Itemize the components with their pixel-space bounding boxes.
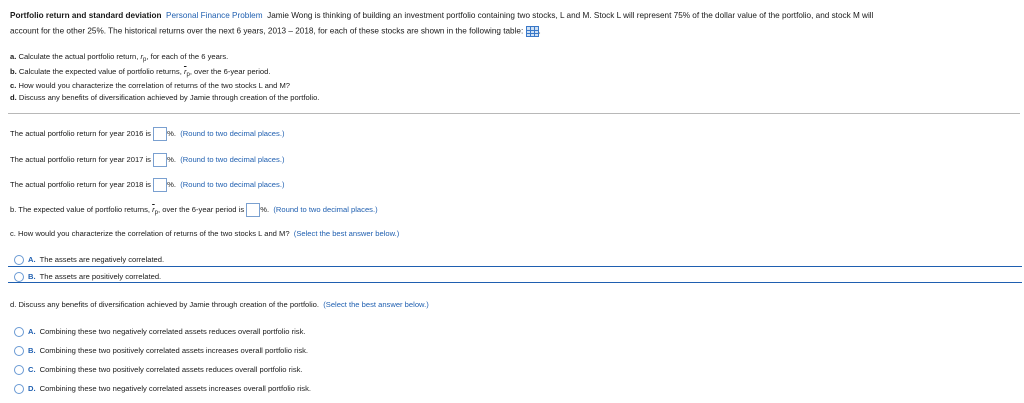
option-letter: A. [28, 255, 36, 264]
question-d-option-b[interactable] [14, 346, 308, 356]
question-d-option-c[interactable] [14, 365, 303, 375]
answer-b-label: b. The expected value of portfolio returns, [10, 205, 151, 214]
radio-button-icon[interactable] [14, 346, 24, 356]
answer-2017-row [10, 153, 284, 167]
answer-2016-row [10, 127, 284, 141]
problem-statement-line1: Jamie Wong is thinking of building an investment portfolio containing two stocks, L and M. Stock L will represent 75% of the dollar value of the portfolio, and stock M will [267, 11, 874, 20]
percent-sign: %. [260, 205, 270, 214]
option-letter: B. [28, 272, 36, 281]
round-hint: (Round to two decimal places.) [180, 180, 285, 189]
option-letter: C. [28, 365, 36, 374]
answer-2018-row [10, 178, 284, 192]
task-a-text: Calculate the actual portfolio return, [18, 52, 139, 61]
problem-header [10, 11, 873, 20]
answer-2017-label: The actual portfolio return for year 2017 is [10, 155, 151, 164]
task-b-text-post: , over the 6-year period. [189, 67, 271, 76]
question-d [10, 300, 429, 309]
r-bar-symbol: $\overline{r}$ [152, 205, 155, 214]
option-text: Combining these two positively correlated assets reduces overall portfolio risk. [39, 365, 303, 374]
question-c-text: c. How would you characterize the correlation of returns of the two stocks L and M? [10, 229, 290, 238]
question-c [10, 229, 399, 238]
answer-b-label-post: , over the 6-year period is [158, 205, 245, 214]
option-text: The assets are positively correlated. [39, 272, 162, 281]
radio-button-icon[interactable] [14, 327, 24, 337]
task-a-label: a. [10, 52, 17, 61]
percent-sign: %. [167, 180, 176, 189]
question-d-option-d[interactable] [14, 384, 311, 394]
question-d-hint: (Select the best answer below.) [323, 300, 429, 309]
task-b-text: Calculate the expected value of portfolio returns, [18, 67, 182, 76]
radio-button-icon[interactable] [14, 255, 24, 265]
radio-button-icon[interactable] [14, 272, 24, 282]
problem-title: Portfolio return and standard deviation [10, 11, 162, 20]
task-b [10, 67, 270, 78]
problem-statement-line2: account for the other 25%. The historical returns over the next 6 years, 2013 – 2018, for each of these stocks are shown in the following table: [10, 26, 524, 36]
option-letter: D. [28, 384, 36, 393]
task-c [10, 81, 290, 90]
percent-sign: %. [167, 155, 176, 164]
option-text: The assets are negatively correlated. [39, 255, 165, 264]
task-d [10, 93, 319, 102]
p-subscript: p [154, 210, 159, 216]
problem-category: Personal Finance Problem [166, 11, 263, 20]
task-a [10, 52, 228, 63]
problem-statement-line2-wrap: account for the other 25%. The historical returns over the next 6 years, 2013 – 2018, for each of these stocks are shown in the following table: . [10, 26, 541, 36]
answer-2018-label: The actual portfolio return for year 2018 is [10, 180, 151, 189]
option-text: Combining these two negatively correlated assets increases overall portfolio risk. [39, 384, 311, 393]
answer-b-row [10, 203, 378, 217]
task-d-text: Discuss any benefits of diversification achieved by Jamie through creation of the portfolio. [18, 93, 320, 102]
question-d-option-a[interactable] [14, 327, 306, 337]
question-c-hint: (Select the best answer below.) [293, 229, 400, 238]
divider [8, 113, 1020, 114]
task-a-text-post: , for each of the 6 years. [146, 52, 229, 61]
answer-2017-input[interactable] [153, 153, 167, 167]
option-letter: A. [28, 327, 36, 336]
task-c-label: c. [10, 81, 17, 90]
option-letter: B. [28, 346, 36, 355]
round-hint: (Round to two decimal places.) [273, 205, 378, 214]
answer-b-input[interactable] [246, 203, 260, 217]
radio-button-icon[interactable] [14, 365, 24, 375]
option-text: Combining these two negatively correlated assets reduces overall portfolio risk. [39, 327, 306, 336]
task-b-label: b. [10, 67, 17, 76]
answer-2016-label: The actual portfolio return for year 2016 is [10, 129, 151, 138]
answer-2018-input[interactable] [153, 178, 167, 192]
p-subscript: p [186, 72, 190, 78]
answer-2016-input[interactable] [153, 127, 167, 141]
task-d-label: d. [10, 93, 17, 102]
round-hint: (Round to two decimal places.) [180, 155, 285, 164]
r-bar-symbol: $\overline{r}$ [183, 67, 187, 76]
radio-button-icon[interactable] [14, 384, 24, 394]
round-hint: (Round to two decimal places.) [180, 129, 285, 138]
question-d-text: d. Discuss any benefits of diversification achieved by Jamie through creation of the portfolio. [10, 300, 319, 309]
question-c-option-a[interactable] [14, 255, 164, 265]
option-text: Combining these two positively correlated assets increases overall portfolio risk. [39, 346, 309, 355]
question-c-option-b[interactable] [14, 272, 161, 282]
percent-sign: %. [167, 129, 176, 138]
table-icon[interactable] [526, 26, 539, 37]
p-subscript: p [143, 57, 147, 63]
task-c-text: How would you characterize the correlation of returns of the two stocks L and M? [18, 81, 291, 90]
r-symbol: r [140, 52, 144, 61]
